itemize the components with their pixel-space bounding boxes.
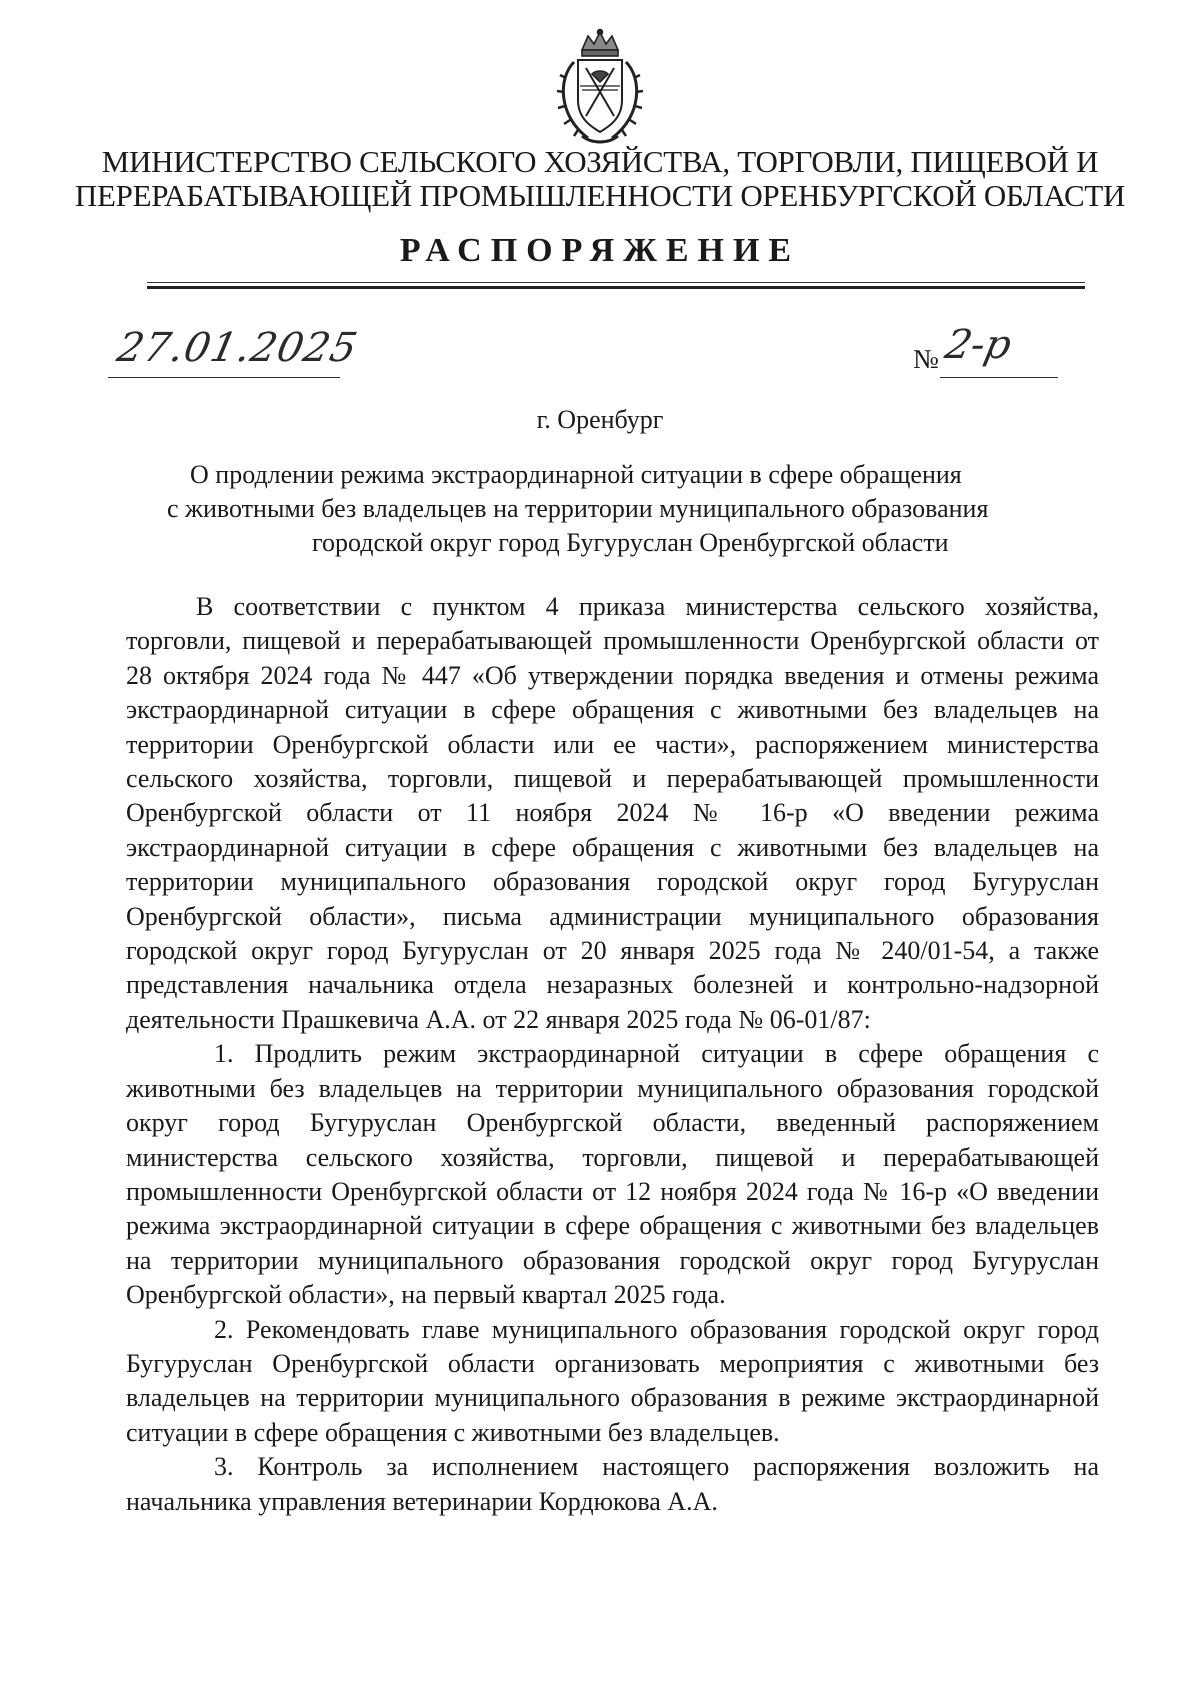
ministry-name-line2: ПЕРЕРАБАТЫВАЮЩЕЙ ПРОМЫШЛЕННОСТИ ОРЕНБУРГСКОЙ ОБЛАСТИ <box>74 178 1126 213</box>
title-line-3: городской округ город Бугуруслан Оренбургской области <box>312 528 949 557</box>
document-number: 2-р <box>941 322 1016 368</box>
document-type: РАСПОРЯЖЕНИЕ <box>399 232 801 269</box>
header-divider-thick <box>147 286 1085 289</box>
document-date: 27.01.2025 <box>113 325 362 371</box>
title-line-2: с животными без владельцев на территории муниципального образования <box>167 494 989 523</box>
document-body <box>126 590 1099 1519</box>
header-divider-thin <box>147 282 1085 283</box>
item-3-paragraph: 3. Контроль за исполнением настоящего распоряжения возложить на начальника управления ветеринарии Кордюкова А.А. <box>126 1452 1099 1516</box>
city: г. Оренбург <box>536 405 664 434</box>
title-line-1: О продлении режима экстраординарной ситуации в сфере обращения <box>190 460 962 489</box>
preamble-paragraph: В соответствии с пунктом 4 приказа министерства сельского хозяйства, торговли, пищевой и перерабатывающей промышленности Оренбургской области от 28 октября 2024 года № 447 «Об утверждении порядка введения и отмены режима экстраординарной ситуации в сфере обращения с животными без владельцев на территории Оренбургской области или ее части», распоряжением министерства сельского хозяйства, торговли, пищевой и перерабатывающей промышленности Оренбургской области от 11 ноября 2024 № 16-р «О введении режима экстраординарной ситуации в сфере обращения с животными без владельцев на территории муниципального образования городской округ город Бугуруслан Оренбургской области», письма администрации муниципального образования городской округ город Бугуруслан от 20 января 2025 года № 240/01-54, а также представления начальника отдела незаразных болезней и контрольно-надзорной деятельности Прашкевича А.А. от 22 января 2025 года № 06-01/87: <box>126 592 1099 1034</box>
coat-of-arms-icon <box>548 28 652 148</box>
item-2-paragraph: 2. Рекомендовать главе муниципального образования городской округ город Бугуруслан Оренбургской области организовать мероприятия с животными без владельцев на территории муниципального образования в режиме экстраординарной ситуации в сфере обращения с животными без владельцев. <box>126 1314 1099 1447</box>
item-1-paragraph: 1. Продлить режим экстраординарной ситуации в сфере обращения с животными без владельцев на территории муниципального образования городской округ город Бугуруслан Оренбургской области, введенный распоряжением министерства сельского хозяйства, торговли, пищевой и перерабатывающей промышленности Оренбургской области от 12 ноября 2024 года № 16-р «О введении режима экстраординарной ситуации в сфере обращения с животными без владельцев на территории муниципального образования городской округ город Бугуруслан Оренбургской области», на первый квартал 2025 года. <box>126 1039 1099 1310</box>
number-label: № <box>913 344 939 374</box>
date-underline <box>108 377 340 378</box>
number-underline <box>940 377 1058 378</box>
ministry-name-line1: МИНИСТЕРСТВО СЕЛЬСКОГО ХОЗЯЙСТВА, ТОРГОВЛИ, ПИЩЕВОЙ И <box>101 144 1099 179</box>
